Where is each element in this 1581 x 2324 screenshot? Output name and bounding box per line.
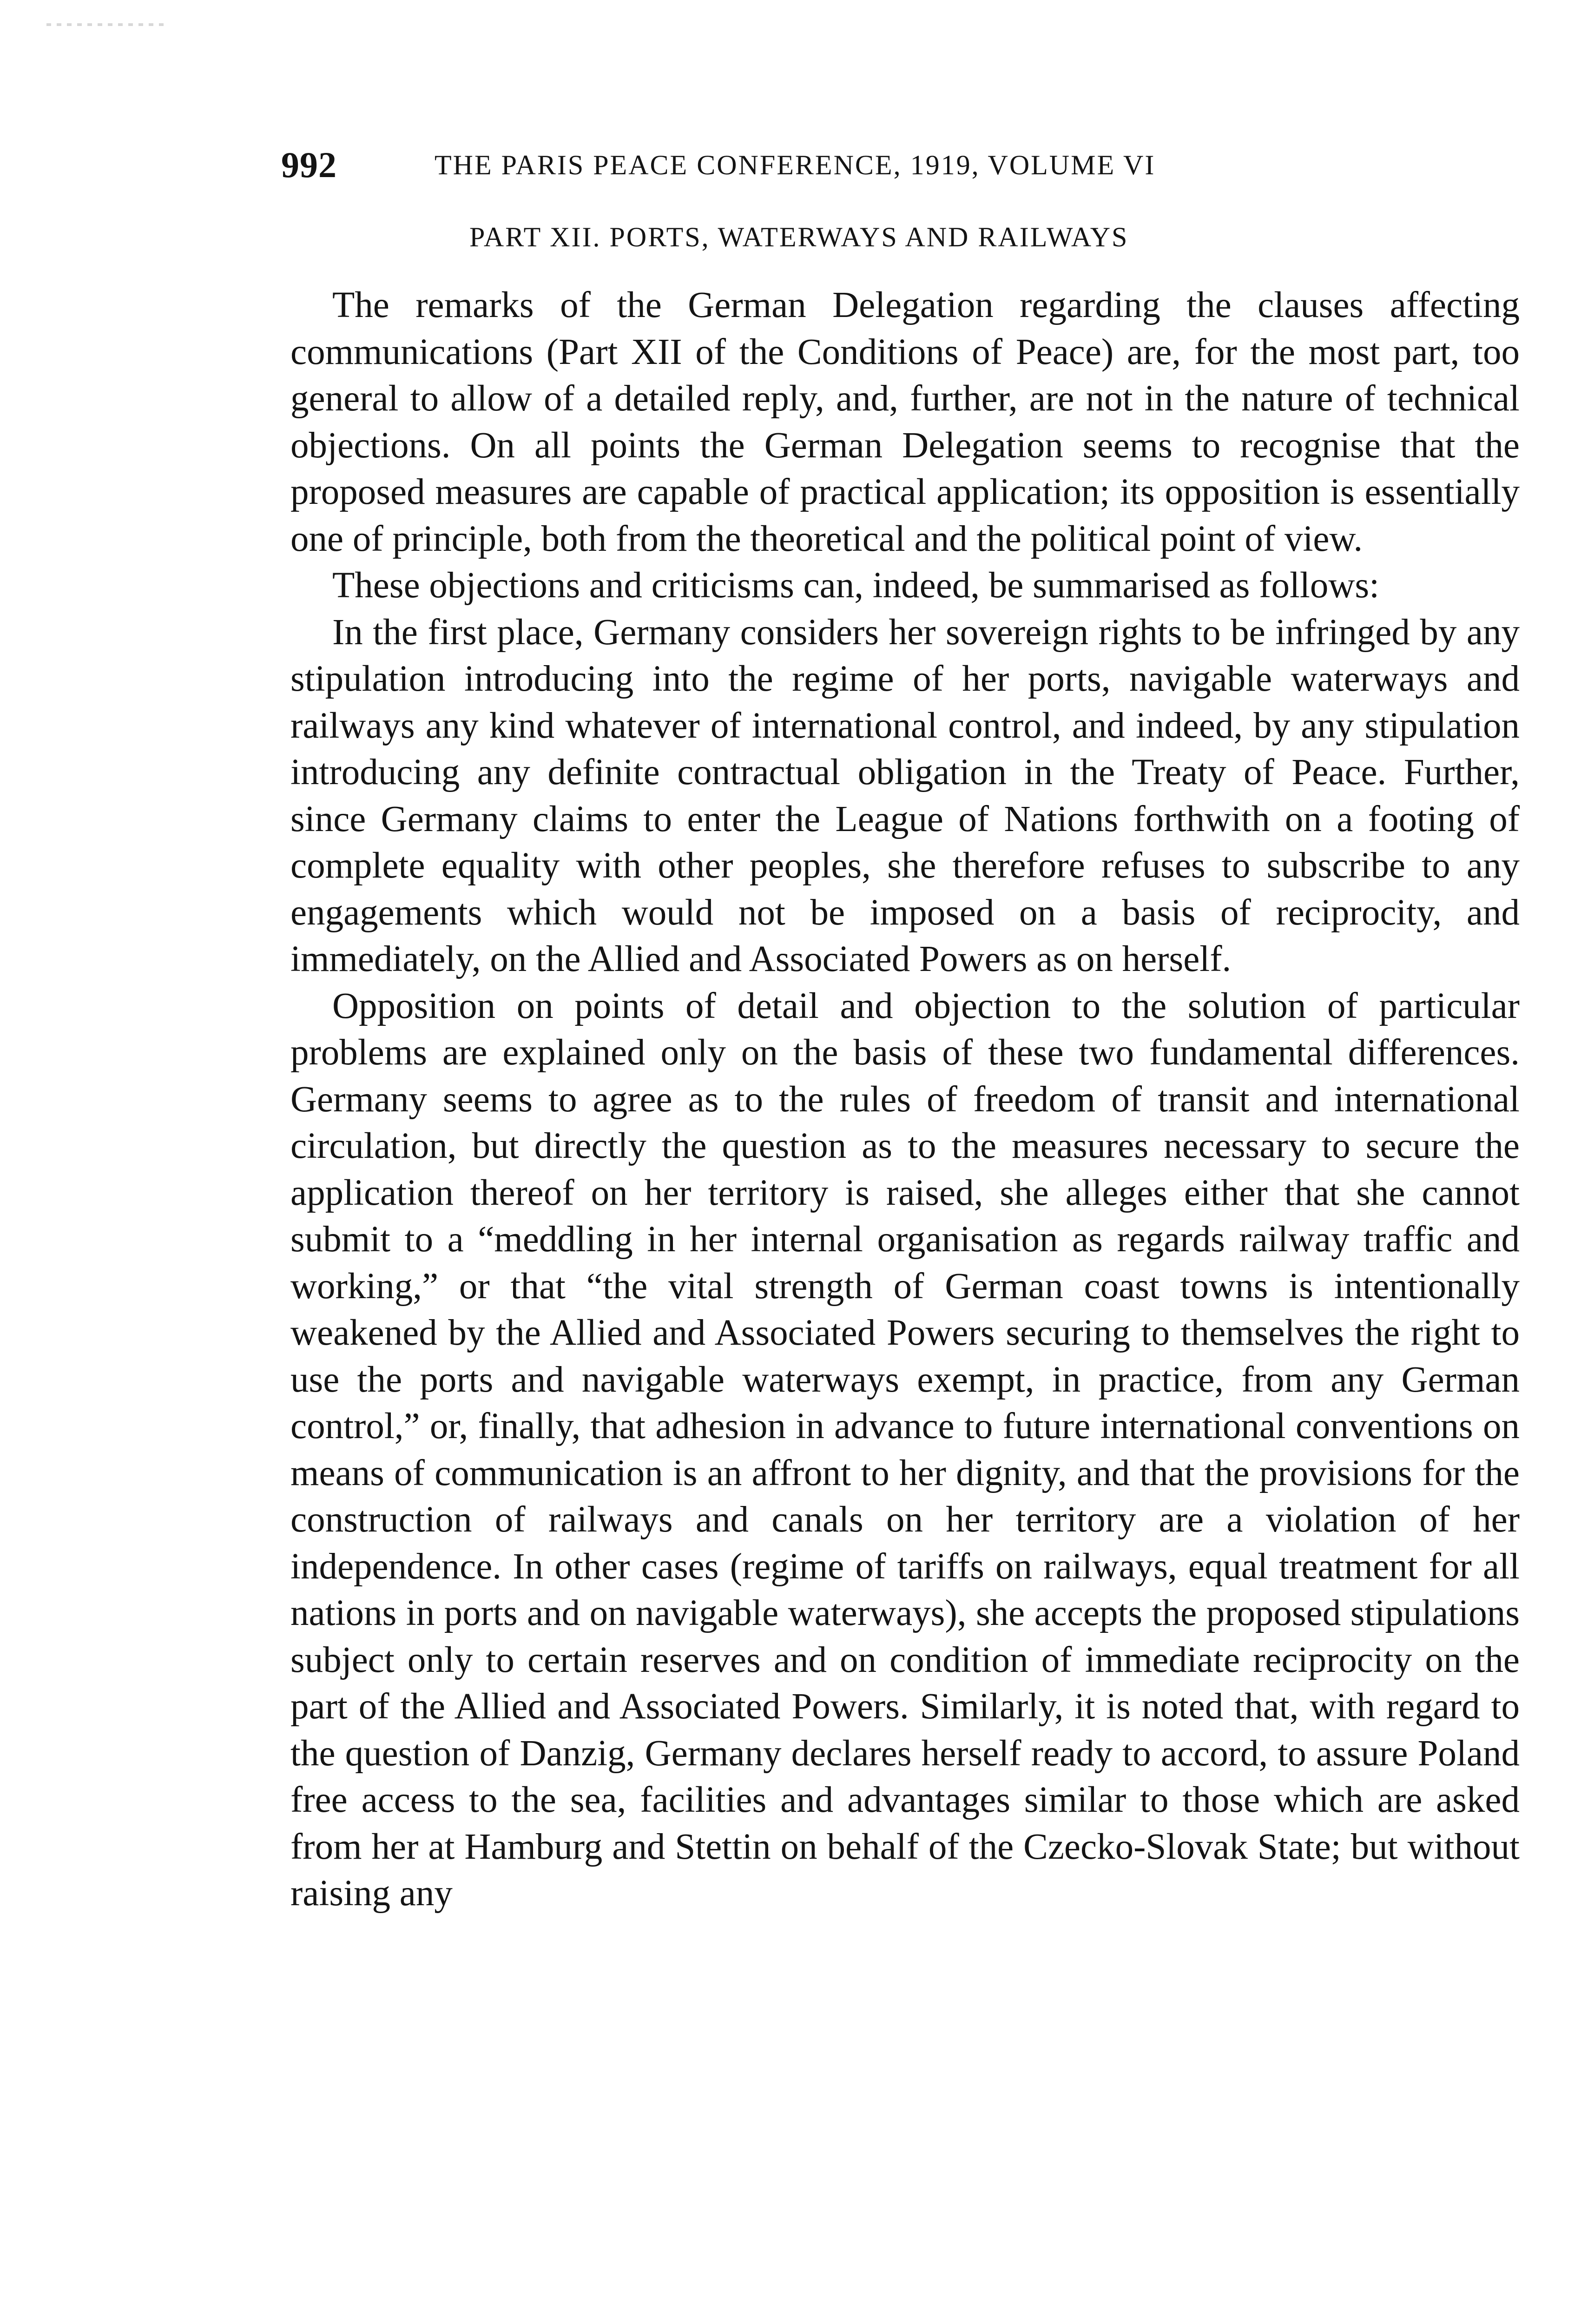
page-number: 992 bbox=[281, 145, 337, 185]
body-text bbox=[290, 282, 1520, 1917]
paragraph-3: In the first place, Germany considers her sovereign rights to be infringed by any stipulation introducing into the regime of her ports, navigable waterways and railways any kind whatever of international control, and indeed, by any stipulation introducing any definite contractual obligation in the Treaty of Peace. Further, since Germany claims to enter the League of Nations forthwith on a footing of complete equality with other peoples, she therefore refuses to subscribe to any engagements which would not be imposed on a basis of reciprocity, and immediately, on the Allied and Associated Powers as on herself. bbox=[290, 612, 1520, 979]
running-head: THE PARIS PEACE CONFERENCE, 1919, VOLUME VI bbox=[435, 150, 1156, 180]
paragraph-2: These objections and criticisms can, indeed, be summarised as follows: bbox=[332, 565, 1380, 606]
paragraph-1: The remarks of the German Delegation regarding the clauses affecting communications (Part XII of the Conditions of Peace) are, for the most part, too general to allow of a detailed reply, and, further, are not in the nature of technical objections. On all points the German Delegation seems to recognise that the proposed measures are capable of practical application; its opposition is essentially one of principle, both from the theoretical and the political point of view. bbox=[290, 285, 1520, 559]
section-title: PART XII. PORTS, WATERWAYS AND RAILWAYS bbox=[469, 222, 1129, 252]
scan-artifact bbox=[46, 23, 167, 26]
paragraph-4: Opposition on points of detail and objection to the solution of particular problems are explained only on the basis of these two fundamental differences. Germany seems to agree as to the rules of freedom of transit and international circulation, but directly the question as to the measures necessary to secure the application thereof on her territory is raised, she alleges either that she cannot submit to a “meddling in her internal organisation as regards railway traffic and working,” or that “the vital strength of German coast towns is intentionally weakened by the Allied and Associated Powers securing to themselves the right to use the ports and navigable waterways exempt, in practice, from any German control,” or, finally, that adhesion in advance to future international conventions on means of communication is an affront to her dignity, and that the provisions for the construction of railways and canals on her territory are a violation of her independence. In other cases (regime of tariffs on railways, equal treatment for all nations in ports and on navigable waterways), she accepts the proposed stipulations subject only to certain reserves and on condition of immediate reciprocity on the part of the Allied and Associated Powers. Similarly, it is noted that, with regard to the question of Danzig, Germany declares herself ready to accord, to assure Poland free access to the sea, facilities and advantages similar to those which are asked from her at Hamburg and Stettin on behalf of the Czecko-Slovak State; but without raising any bbox=[290, 985, 1520, 1914]
page-header bbox=[281, 139, 1387, 191]
